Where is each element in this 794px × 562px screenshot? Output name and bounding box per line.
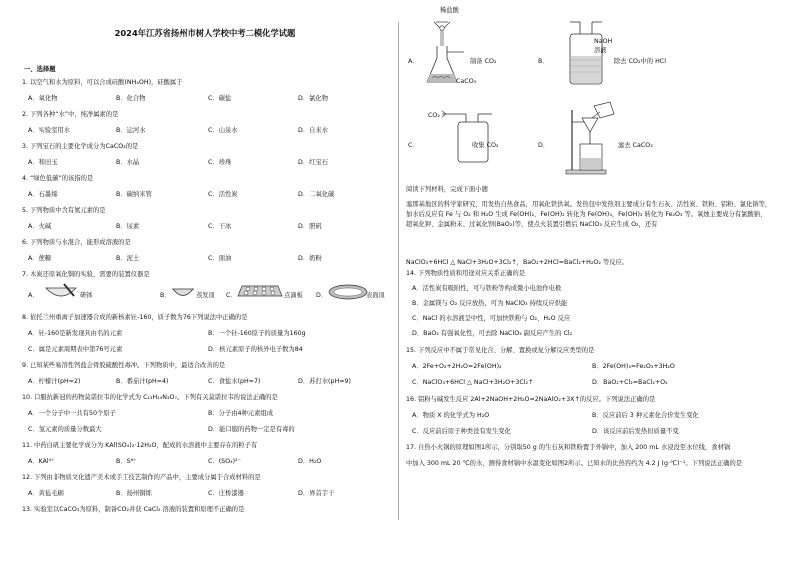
caco3-label: CaCO₃ (456, 78, 477, 85)
option-d: D．BaO₂+Cl₂=BaCl₂+O₂ (592, 379, 668, 386)
option-d: D．自来水 (298, 127, 329, 134)
option-c: C．食盐水(pH=7) (208, 378, 261, 385)
question-stem: 10. 口服抗新冠的药物莫诺拉韦的化学式为 C₁₃H₁₉N₃O₇。下列有关莫诺拉韦的说法正确的是 (22, 394, 278, 401)
question-stem: 4. “绿色低碳”的该指的是 (22, 175, 94, 182)
option-c: C．NaCl 的水溶液呈中性，可加快铁粉与 O₂、H₂O 反应 (412, 315, 571, 322)
option-c: C．庄桥漆器 (208, 490, 244, 497)
question-stem: 2. 下列各种“水”中，纯净属素的是 (22, 111, 119, 118)
option-d: D． (316, 292, 328, 299)
question-stem-continued: 中加入 300 mL 20 ℃的水，测得食材锅中水温变化如图2所示。已知水的比热容约为 4.2 J (g·℃)⁻¹。下列说法正确的是 (406, 460, 743, 467)
section-heading: 一、选择题 (24, 66, 56, 73)
figure-c-caption: 收集 CO₂ (472, 142, 499, 149)
naoh-label: NaOH (594, 38, 613, 45)
question-stem: 1. 以空气和水为原料，可以合成硅酸(NH₄OH)，硅酸属于 (22, 79, 183, 86)
question-stem: 7. 木炭还原氧化铜的实验，需要的装置仪器是 (22, 271, 150, 278)
figure-d-caption: 滤去 CaCO₃ (618, 142, 653, 149)
option-c: C．面油 (208, 255, 232, 262)
left-column (20, 0, 390, 562)
reading-equation: NaClO₃+6HCl △ NaCl+3H₂O+3Cl₂↑，BaO₂+2HCl=BaCl₂+H₂O₂ 等反应。 (406, 259, 629, 266)
figure-a-letter: A． (408, 58, 419, 65)
figure-b-letter: B． (538, 58, 549, 65)
option-d: D．苏打水(pH=9) (298, 378, 351, 385)
page-title: 2024年江苏省扬州市树人学校中考二模化学试题 (114, 28, 296, 38)
flask-apparatus-icon (424, 16, 486, 88)
option-b: B．扬州铜练 (116, 490, 152, 497)
question-stem: 15. 下列反应中不属于常见化合、分解、置换或复分解反应类型的是 (406, 347, 595, 354)
option-a: A．氧化物 (28, 95, 58, 102)
option-d: D．二氧化碳 (298, 191, 335, 198)
option-a: A．KAl⁴⁺ (28, 458, 55, 465)
mortar-icon (44, 284, 78, 302)
option-d: D．氯化物 (298, 95, 329, 102)
option-a: A．物质 X 的化学式为 H₂O (412, 412, 490, 419)
option-a-label: 研钵 (80, 292, 93, 299)
co2-label: CO₂ (428, 112, 440, 119)
question-stem: 12. 下列由非物质文化遗产美术或手工技艺制作的产品中，主要成分属于合成材料的是 (22, 474, 261, 481)
option-a: A．和田玉 (28, 159, 58, 166)
question-stem: 3. 下列宝石的主要化学成分为CaCO₃的是 (22, 143, 139, 150)
evaporating-dish-icon (172, 286, 194, 300)
option-a: A． (28, 292, 39, 299)
option-c: C．反应前后原子种类没有发生变化 (412, 428, 511, 435)
option-c: C．属是元素周期表中第76号元素 (28, 346, 123, 353)
option-c: C． (226, 292, 237, 299)
figure-a-caption: 制备 CO₂ (470, 58, 497, 65)
option-b: B．水晶 (116, 159, 140, 166)
option-d: D．红宝石 (298, 159, 329, 166)
option-c: C．氢元素的质量分数最大 (28, 426, 102, 433)
figure-d-letter: D． (538, 142, 550, 149)
question-stem: 17. 自热小火锅的原理如图1所示，分别取50 g 的生石灰和铁粉置于外锅中，加入 200 mL 水浸没至水位线，食材锅 (406, 444, 731, 451)
option-b: B．化合物 (116, 95, 146, 102)
option-b: B．尿素 (116, 223, 140, 230)
option-a: A．活性炭有吸附性，可与铁粉等构成微小电池作电极 (412, 285, 562, 292)
option-b: B．碳纳米管 (116, 191, 152, 198)
option-a: A．一个分子中一共有50个原子 (28, 410, 116, 417)
option-a: A．实验室用水 (28, 127, 71, 134)
option-b: B．S⁶⁺ (116, 458, 137, 465)
right-column (404, 0, 774, 562)
option-a: A．2Fe+O₂+2H₂O=2Fe(OH)₂ (412, 363, 502, 370)
figure-b-caption: 除去 CO₂中的 HCl (614, 58, 666, 65)
spot-plate-icon (238, 280, 282, 302)
option-b: B．番茄汁(pH=4) (116, 378, 169, 385)
option-c: C．干冰 (208, 223, 232, 230)
question-stem: 6. 下列物质与水混合，能形成溶液的是 (22, 239, 131, 246)
figure-c-letter: C． (408, 142, 419, 149)
filtration-apparatus-icon (564, 100, 620, 176)
option-d: D．奶粉 (298, 255, 322, 262)
acid-label: 稀盐酸 (440, 7, 459, 14)
question-stem: 11. 中药白矾主要化学成分为 KAl(SO₄)₂·12H₂O，配成的水溶液中主要存在的粒子有 (22, 442, 258, 449)
option-a: A．钍-160是新发现具由名的元素 (28, 330, 123, 337)
question-stem: 9. 已知某些易溶性钙盐会骨胶硫酸性毒冲。下列物质中，最适合改善的是 (22, 362, 226, 369)
column-divider (398, 22, 399, 520)
option-d: D．能口服的药物一定是有毒的 (208, 426, 295, 433)
option-c: C．NaClO₃+6HCl △ NaCl+3H₂O+3Cl₂↑ (412, 379, 534, 386)
option-d: D．H₂O (298, 458, 322, 465)
option-c: C．碳盐 (208, 95, 232, 102)
option-d-label: 表面皿 (366, 292, 385, 299)
question-stem: 13. 实验室以CaCO₃为原料，制备CO₂并获 CaCl₂ 溶液的装置和原理不正确的是 (22, 506, 245, 513)
option-d: D．胆矾 (298, 223, 322, 230)
reading-intro: 阅读下列材料，完成下面小题 (406, 186, 488, 193)
option-a: A．火碱 (28, 223, 52, 230)
option-c: C．活性炭 (208, 191, 238, 198)
watch-glass-icon (328, 284, 368, 300)
option-a: A．柠檬汁(pH=2) (28, 378, 81, 385)
option-b: B．一个钍-160原子的质量为160g (208, 330, 306, 337)
question-stem: 5. 下列物质中含有氮元素的是 (22, 207, 106, 214)
option-b: B．金属镁与 O₂ 反应放热，可为 NaClO₃ 持续反应供能 (412, 300, 568, 307)
option-d: D．界首芋干 (298, 490, 335, 497)
option-c: C．珍珠 (208, 159, 232, 166)
question-stem: 8. 依托兰州重离子加速器合成的新核素钍-160，质子数为76下列说法中正确的是 (22, 314, 248, 321)
option-c-label: 点滴板 (284, 292, 303, 299)
option-b: B．泥土 (116, 255, 140, 262)
gas-collection-bottle-icon (442, 108, 498, 164)
option-c: C．(SO₄)²⁻ (208, 458, 241, 465)
option-b-label: 蒸发皿 (196, 292, 215, 299)
option-b: B．分子由4种元素组成 (208, 410, 273, 417)
option-a: A．蔗糖 (28, 255, 52, 262)
option-d: D．核元素原子的核外电子数为84 (208, 346, 303, 353)
option-b: B． (160, 292, 171, 299)
option-d: D．BaO₂ 有强氧化性，可去除 NaClO₃ 副反应产生的 Cl₂ (412, 330, 573, 337)
option-b: B．2Fe(OH)₃=Fe₂O₃+3H₂O (592, 363, 675, 370)
reading-body: 塞那基地区的科学家研究，用发热自热食品，用氧化铁供氧。发热包中发热剂主要成分有生石灰、活性炭、铁粉、铝粉、氯化钠等，加水后反应有 Fe 与 O₂ 和 H₂O 生成 Fe(OH)₂，Fe(OH)₂ 转化为 Fe(OH)₃，Fe(OH)₃ 转化为 Fe₂O₃ 等。氧烛主要成分有氯酸钠、超氧化钾、金属粉末、过氧化钡(BaO₂)等，使点火装置引燃后 NaClO₃ 反应生成 O₂，还有 (406, 201, 772, 228)
solution-label: 溶液 (594, 47, 607, 54)
option-d: D．该反应前后发热但质量不变 (592, 428, 679, 435)
option-b: B．反应前后 3 种元素化合价发生变化 (592, 412, 699, 419)
question-stem: 14. 下列物质性质和用途对应关系正确的是 (406, 270, 526, 277)
question-stem: 16. 铝粉与碱发生反应 2Al+2NaOH+2H₂O=2NaAlO₂+3X↑的反应。下列说法正确的是 (406, 396, 656, 403)
option-a: A．黄毡毛刷 (28, 490, 64, 497)
option-a: A．石墨烯 (28, 191, 58, 198)
gas-wash-bottle-icon (566, 22, 614, 86)
option-c: C．山泉水 (208, 127, 238, 134)
option-b: B．运河水 (116, 127, 146, 134)
